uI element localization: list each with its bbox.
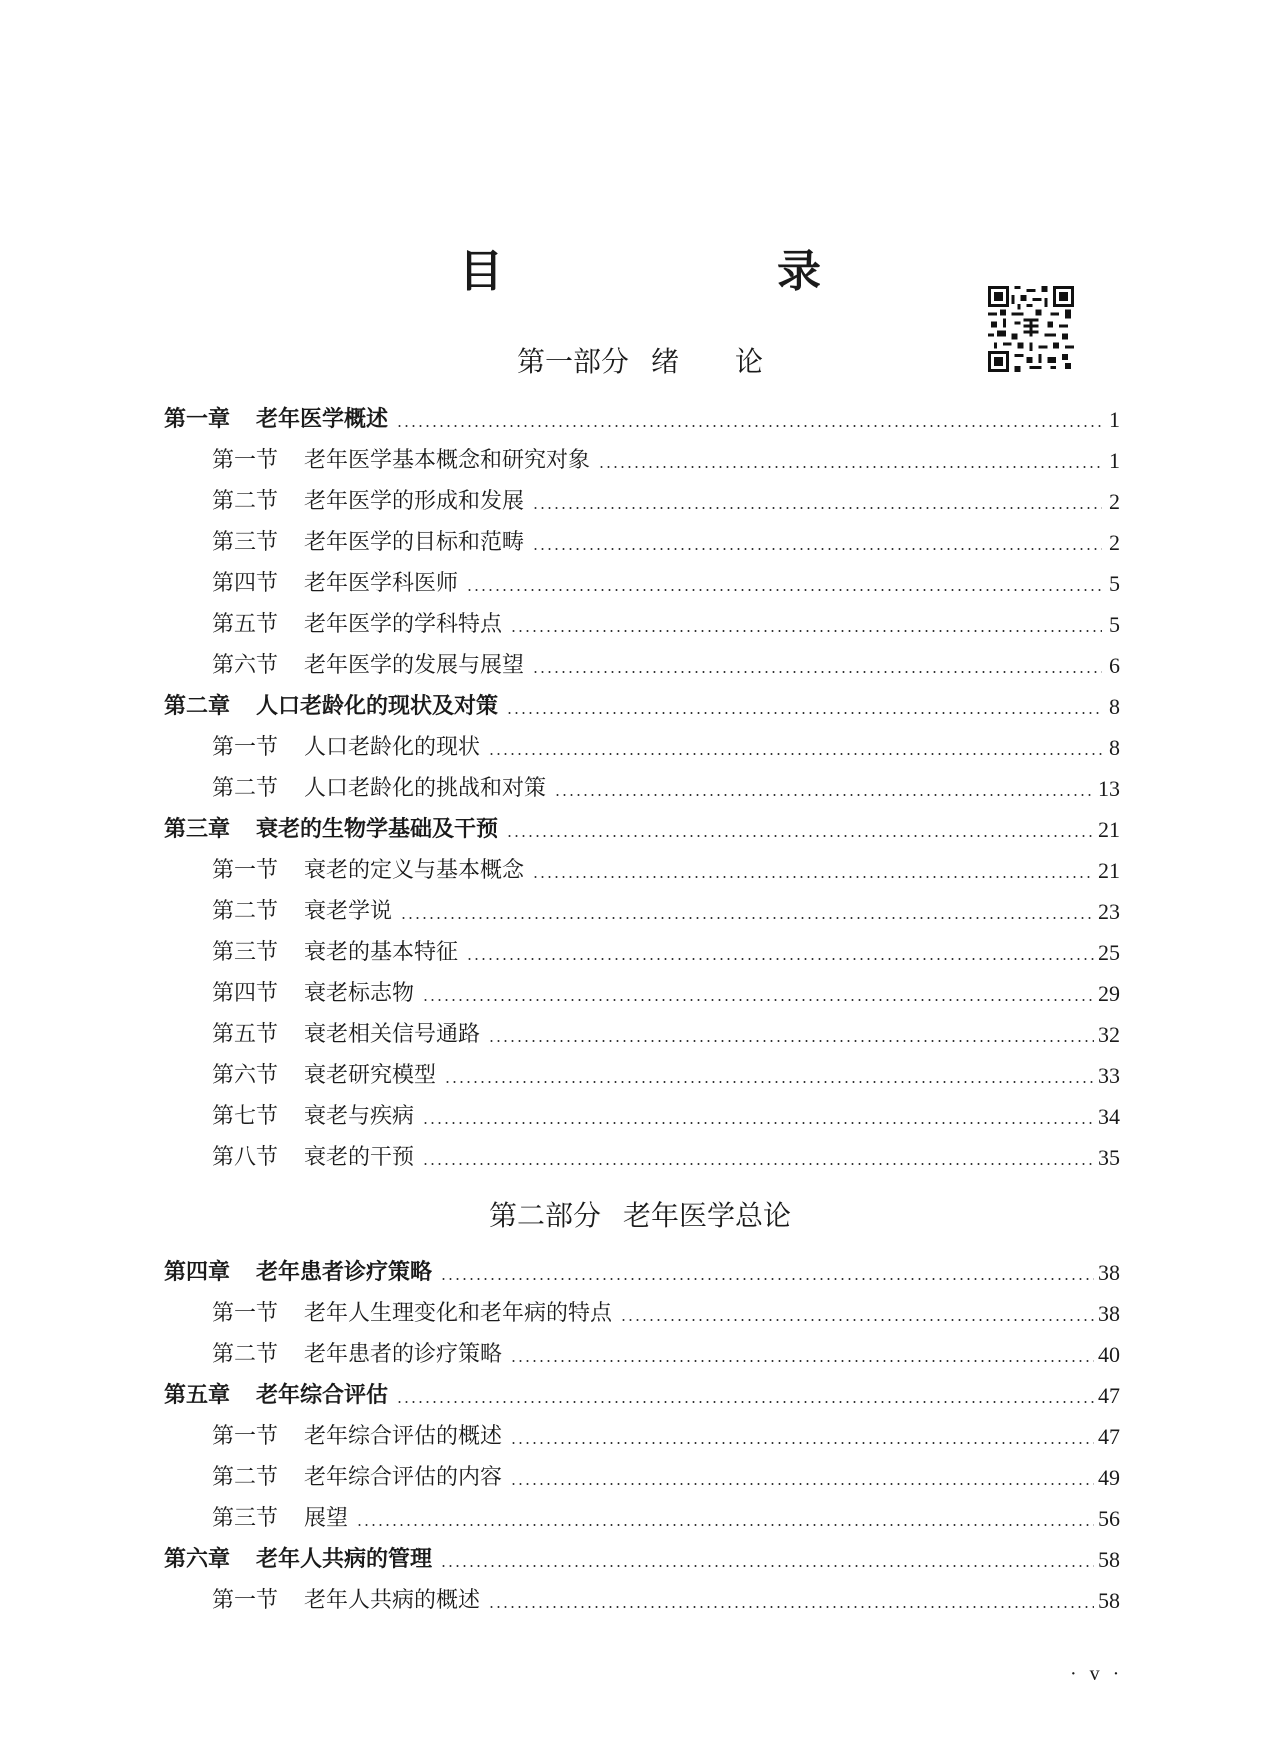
toc-page-number: 58: [1098, 1547, 1120, 1572]
toc-page-number: 49: [1098, 1465, 1120, 1490]
part-heading-title: 绪: [650, 345, 679, 378]
toc-dot-leader: [466, 589, 1102, 591]
toc-entry-number: 第二节: [212, 489, 279, 514]
toc-entry-title: 老年人共病的概述: [304, 1588, 481, 1613]
toc-entry-title: 人口老龄化的现状及对策: [256, 694, 499, 719]
toc-section-row[interactable]: [164, 1050, 1120, 1091]
toc-section-row[interactable]: [164, 1091, 1120, 1132]
toc-page-number: 2: [1109, 530, 1120, 555]
toc-entry-number: 第三章: [164, 817, 231, 842]
toc-dot-leader: [532, 876, 1094, 878]
toc-section-row[interactable]: [164, 1132, 1120, 1173]
toc-list: [164, 1247, 1120, 1616]
toc-dot-leader: [506, 712, 1102, 714]
part-heading-label: 第二部分: [488, 1199, 601, 1232]
toc-section-row[interactable]: [164, 558, 1120, 599]
toc-entry-number: 第四节: [212, 571, 279, 596]
toc-section-row[interactable]: [164, 1411, 1120, 1452]
toc-entry-number: 第一节: [212, 1301, 279, 1326]
toc-section-row[interactable]: [164, 1329, 1120, 1370]
toc-page-number: 21: [1098, 858, 1120, 883]
toc-chapter-row[interactable]: [164, 681, 1120, 722]
toc-section-row[interactable]: [164, 1493, 1120, 1534]
toc-page-number: 23: [1098, 899, 1120, 924]
toc-entry-number: 第一章: [164, 407, 231, 432]
toc-section-row[interactable]: [164, 640, 1120, 681]
toc-section-row[interactable]: [164, 763, 1120, 804]
toc-entry-title: 人口老龄化的挑战和对策: [304, 776, 547, 801]
toc-entry-number: 第一节: [212, 1588, 279, 1613]
part-heading-title: 老年医学总论: [623, 1199, 792, 1232]
page-folio: · v ·: [1070, 1663, 1124, 1685]
toc-dot-leader: [532, 507, 1102, 509]
toc-dot-leader: [440, 1278, 1094, 1280]
toc-section-row[interactable]: [164, 927, 1120, 968]
toc-entry-number: 第五节: [212, 1022, 279, 1047]
toc-entry-number: 第八节: [212, 1145, 279, 1170]
toc-entry-number: 第七节: [212, 1104, 279, 1129]
toc-dot-leader: [620, 1319, 1094, 1321]
toc-page-number: 34: [1098, 1104, 1120, 1129]
toc-dot-leader: [356, 1524, 1094, 1526]
part-heading-title-2: 论: [735, 345, 764, 378]
toc-entry-title: 衰老标志物: [304, 981, 415, 1006]
toc-entry-title: 老年医学的学科特点: [304, 612, 503, 637]
toc-dot-leader: [510, 630, 1102, 632]
toc-page-number: 33: [1098, 1063, 1120, 1088]
toc-dot-leader: [506, 835, 1094, 837]
toc-section-row[interactable]: [164, 599, 1120, 640]
toc-chapter-row[interactable]: [164, 1370, 1120, 1411]
toc-entry-number: 第三节: [212, 1506, 279, 1531]
toc-entry-number: 第三节: [212, 940, 279, 965]
toc-chapter-row[interactable]: [164, 804, 1120, 845]
toc-dot-leader: [488, 1040, 1094, 1042]
toc-entry-number: 第二节: [212, 899, 279, 924]
toc-entry-title: 衰老相关信号通路: [304, 1022, 481, 1047]
toc-dot-leader: [488, 753, 1102, 755]
toc-entry-title: 老年人共病的管理: [256, 1547, 433, 1572]
toc-entry-title: 衰老的基本特征: [304, 940, 459, 965]
toc-page-number: 56: [1098, 1506, 1120, 1531]
part-heading: [0, 342, 1280, 382]
toc-dot-leader: [422, 1163, 1094, 1165]
toc-chapter-row[interactable]: [164, 1534, 1120, 1575]
toc-section-row[interactable]: [164, 968, 1120, 1009]
toc-page-number: 25: [1098, 940, 1120, 965]
toc-dot-leader: [440, 1565, 1094, 1567]
part-heading-label: 第一部分: [516, 345, 629, 378]
toc-entry-title: 老年综合评估: [256, 1383, 389, 1408]
page-title: 目 录: [459, 246, 883, 297]
toc-page-number: 38: [1098, 1301, 1120, 1326]
toc-dot-leader: [422, 999, 1094, 1001]
toc-page-number: 29: [1098, 981, 1120, 1006]
toc-page-number: 8: [1109, 735, 1120, 760]
toc-page-number: 13: [1098, 776, 1120, 801]
toc-dot-leader: [488, 1606, 1094, 1608]
toc-entry-title: 老年医学的目标和范畴: [304, 530, 525, 555]
toc-entry-title: 老年综合评估的概述: [304, 1424, 503, 1449]
toc-entry-title: 老年医学科医师: [304, 571, 459, 596]
toc-entry-number: 第一节: [212, 448, 279, 473]
toc-dot-leader: [510, 1483, 1094, 1485]
toc-section-row[interactable]: [164, 435, 1120, 476]
toc-section-row[interactable]: [164, 476, 1120, 517]
toc-page-number: 1: [1109, 407, 1120, 432]
toc-section-row[interactable]: [164, 1288, 1120, 1329]
toc-chapter-row[interactable]: [164, 1247, 1120, 1288]
toc-entry-title: 衰老的干预: [304, 1145, 415, 1170]
toc-entry-title: 老年医学的发展与展望: [304, 653, 525, 678]
toc-dot-leader: [422, 1122, 1094, 1124]
toc-dot-leader: [598, 466, 1102, 468]
toc-dot-leader: [554, 794, 1094, 796]
toc-page-number: 47: [1098, 1424, 1120, 1449]
toc-entry-title: 衰老的生物学基础及干预: [256, 817, 499, 842]
toc-entry-title: 老年医学的形成和发展: [304, 489, 525, 514]
toc-section-row[interactable]: [164, 1452, 1120, 1493]
toc-entry-title: 老年医学基本概念和研究对象: [304, 448, 591, 473]
toc-dot-leader: [532, 671, 1102, 673]
toc-section-row[interactable]: [164, 886, 1120, 927]
toc-page-number: 40: [1098, 1342, 1120, 1367]
toc-page-number: 5: [1109, 571, 1120, 596]
toc-dot-leader: [510, 1442, 1094, 1444]
toc-page-number: 5: [1109, 612, 1120, 637]
toc-entry-number: 第四节: [212, 981, 279, 1006]
toc-dot-leader: [396, 1401, 1094, 1403]
toc-entry-title: 衰老与疾病: [304, 1104, 415, 1129]
toc-entry-title: 展望: [304, 1506, 349, 1531]
toc-page-number: 35: [1098, 1145, 1120, 1170]
toc-dot-leader: [510, 1360, 1094, 1362]
toc-entry-title: 衰老研究模型: [304, 1063, 437, 1088]
toc-entry-number: 第四章: [164, 1260, 231, 1285]
toc-entry-number: 第六章: [164, 1547, 231, 1572]
toc-section-row[interactable]: [164, 1575, 1120, 1616]
toc-page-number: 8: [1109, 694, 1120, 719]
toc-entry-title: 老年患者诊疗策略: [256, 1260, 433, 1285]
toc-page-number: 58: [1098, 1588, 1120, 1613]
toc-entry-title: 老年综合评估的内容: [304, 1465, 503, 1490]
toc-page-number: 32: [1098, 1022, 1120, 1047]
toc-section-row[interactable]: [164, 517, 1120, 558]
toc-entry-number: 第一节: [212, 858, 279, 883]
toc-page-number: 2: [1109, 489, 1120, 514]
toc-entry-number: 第六节: [212, 653, 279, 678]
toc-entry-number: 第一节: [212, 1424, 279, 1449]
toc-entry-number: 第六节: [212, 1063, 279, 1088]
toc-entry-number: 第三节: [212, 530, 279, 555]
toc-chapter-row[interactable]: [164, 394, 1120, 435]
toc-section-row[interactable]: [164, 722, 1120, 763]
toc-section-row[interactable]: [164, 1009, 1120, 1050]
toc-entry-number: 第二章: [164, 694, 231, 719]
toc-entry-number: 第二节: [212, 776, 279, 801]
toc-page-number: 38: [1098, 1260, 1120, 1285]
toc-page-number: 21: [1098, 817, 1120, 842]
toc-entry-title: 衰老的定义与基本概念: [304, 858, 525, 883]
toc-dot-leader: [532, 548, 1102, 550]
toc-section-row[interactable]: [164, 845, 1120, 886]
toc-entry-number: 第二节: [212, 1465, 279, 1490]
toc-entry-number: 第一节: [212, 735, 279, 760]
toc-entry-number: 第五章: [164, 1383, 231, 1408]
toc-entry-title: 老年人生理变化和老年病的特点: [304, 1301, 613, 1326]
toc-page-number: 47: [1098, 1383, 1120, 1408]
toc-entry-title: 人口老龄化的现状: [304, 735, 481, 760]
toc-dot-leader: [466, 958, 1094, 960]
toc-list: [164, 394, 1120, 1173]
toc-page-number: 1: [1109, 448, 1120, 473]
toc-entry-number: 第二节: [212, 1342, 279, 1367]
toc-dot-leader: [444, 1081, 1094, 1083]
toc-entry-title: 衰老学说: [304, 899, 393, 924]
toc-entry-number: 第五节: [212, 612, 279, 637]
toc-dot-leader: [396, 425, 1102, 427]
toc-page-number: 6: [1109, 653, 1120, 678]
toc-dot-leader: [400, 917, 1094, 919]
toc-entry-title: 老年患者的诊疗策略: [304, 1342, 503, 1367]
part-heading: [0, 1196, 1280, 1236]
toc-entry-title: 老年医学概述: [256, 407, 389, 432]
